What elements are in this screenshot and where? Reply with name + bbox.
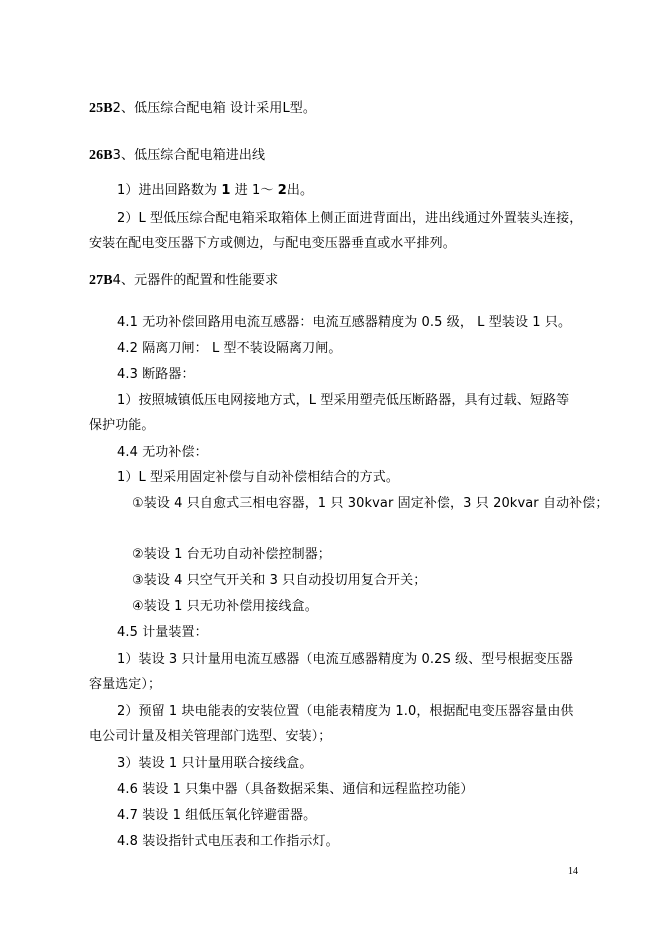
list-item-switches: ③装设 4 只空气开关和 3 只自动投切用复合开关； — [132, 573, 427, 588]
paragraph-inlet-outlet-count — [117, 182, 313, 200]
text-run: 1）进出回路数为 — [117, 183, 218, 198]
paragraph-4-3-1-line2: 保护功能。 — [89, 418, 155, 433]
paragraph-4-8: 4.8 装设指针式电压表和工作指示灯。 — [117, 834, 339, 849]
paragraph-4-6: 4.6 装设 1 只集中器（具备数据采集、通信和远程监控功能） — [117, 782, 474, 797]
paragraph-4-3-1-line1: 1）按照城镇低压电网接地方式，L 型采用塑壳低压断路器，具有过载、短路等 — [117, 393, 570, 408]
bold-number: 2 — [277, 183, 287, 198]
paragraph-4-4-1: 1）L 型采用固定补偿与自动补偿相结合的方式。 — [117, 470, 399, 485]
paragraph-4-5: 4.5 计量装置： — [117, 625, 208, 640]
list-item-capacitors: ①装设 4 只自愈式三相电容器，1 只 30kvar 固定补偿，3 只 20kvar 自动补偿； — [132, 496, 609, 511]
paragraph-4-1: 4.1 无功补偿回路用电流互感器：电流互感器精度为 0.5 级， L 型装设 1 只。 — [117, 315, 572, 330]
list-item-controller: ②装设 1 台无功自动补偿控制器； — [132, 547, 331, 562]
paragraph-4-7: 4.7 装设 1 组低压氧化锌避雷器。 — [117, 808, 317, 823]
heading-number: 27B — [89, 273, 113, 288]
section-heading-25 — [89, 100, 316, 118]
paragraph-4-5-1-line2: 容量选定）； — [89, 677, 162, 692]
paragraph-l-type-wiring-line1: 2）L 型低压综合配电箱采取箱体上侧正面进背面出，进出线通过外置装头连接， — [117, 211, 583, 226]
page-number: 14 — [568, 866, 578, 877]
heading-text: 4、元器件的配置和性能要求 — [112, 273, 279, 288]
section-heading-26 — [89, 147, 265, 165]
paragraph-l-type-wiring-line2: 安装在配电变压器下方或侧边，与配电变压器垂直或水平排列。 — [89, 236, 456, 251]
paragraph-4-5-3: 3）装设 1 只计量用联合接线盒。 — [117, 756, 313, 771]
heading-number: 25B — [89, 101, 113, 116]
bold-number: 1 — [221, 183, 231, 198]
paragraph-4-3: 4.3 断路器： — [117, 367, 195, 382]
paragraph-4-5-2-line1: 2）预留 1 块电能表的安装位置（电能表精度为 1.0，根据配电变压器容量由供 — [117, 704, 574, 719]
section-heading-27 — [89, 272, 278, 290]
heading-text: 2、低压综合配电箱 设计采用L型。 — [112, 101, 316, 116]
paragraph-4-2: 4.2 隔离刀闸： L 型不装设隔离刀闸。 — [117, 341, 342, 356]
text-run: 出。 — [286, 183, 314, 198]
heading-number: 26B — [89, 148, 113, 163]
text-run: 进 1～ — [234, 183, 274, 198]
list-item-junction-box: ④装设 1 只无功补偿用接线盒。 — [132, 599, 318, 614]
paragraph-4-5-1-line1: 1）装设 3 只计量用电流互感器（电流互感器精度为 0.2S 级、型号根据变压器 — [117, 652, 573, 667]
heading-text: 3、低压综合配电箱进出线 — [112, 148, 266, 163]
paragraph-4-5-2-line2: 电公司计量及相关管理部门选型、安装）； — [89, 729, 332, 744]
paragraph-4-4: 4.4 无功补偿： — [117, 445, 208, 460]
